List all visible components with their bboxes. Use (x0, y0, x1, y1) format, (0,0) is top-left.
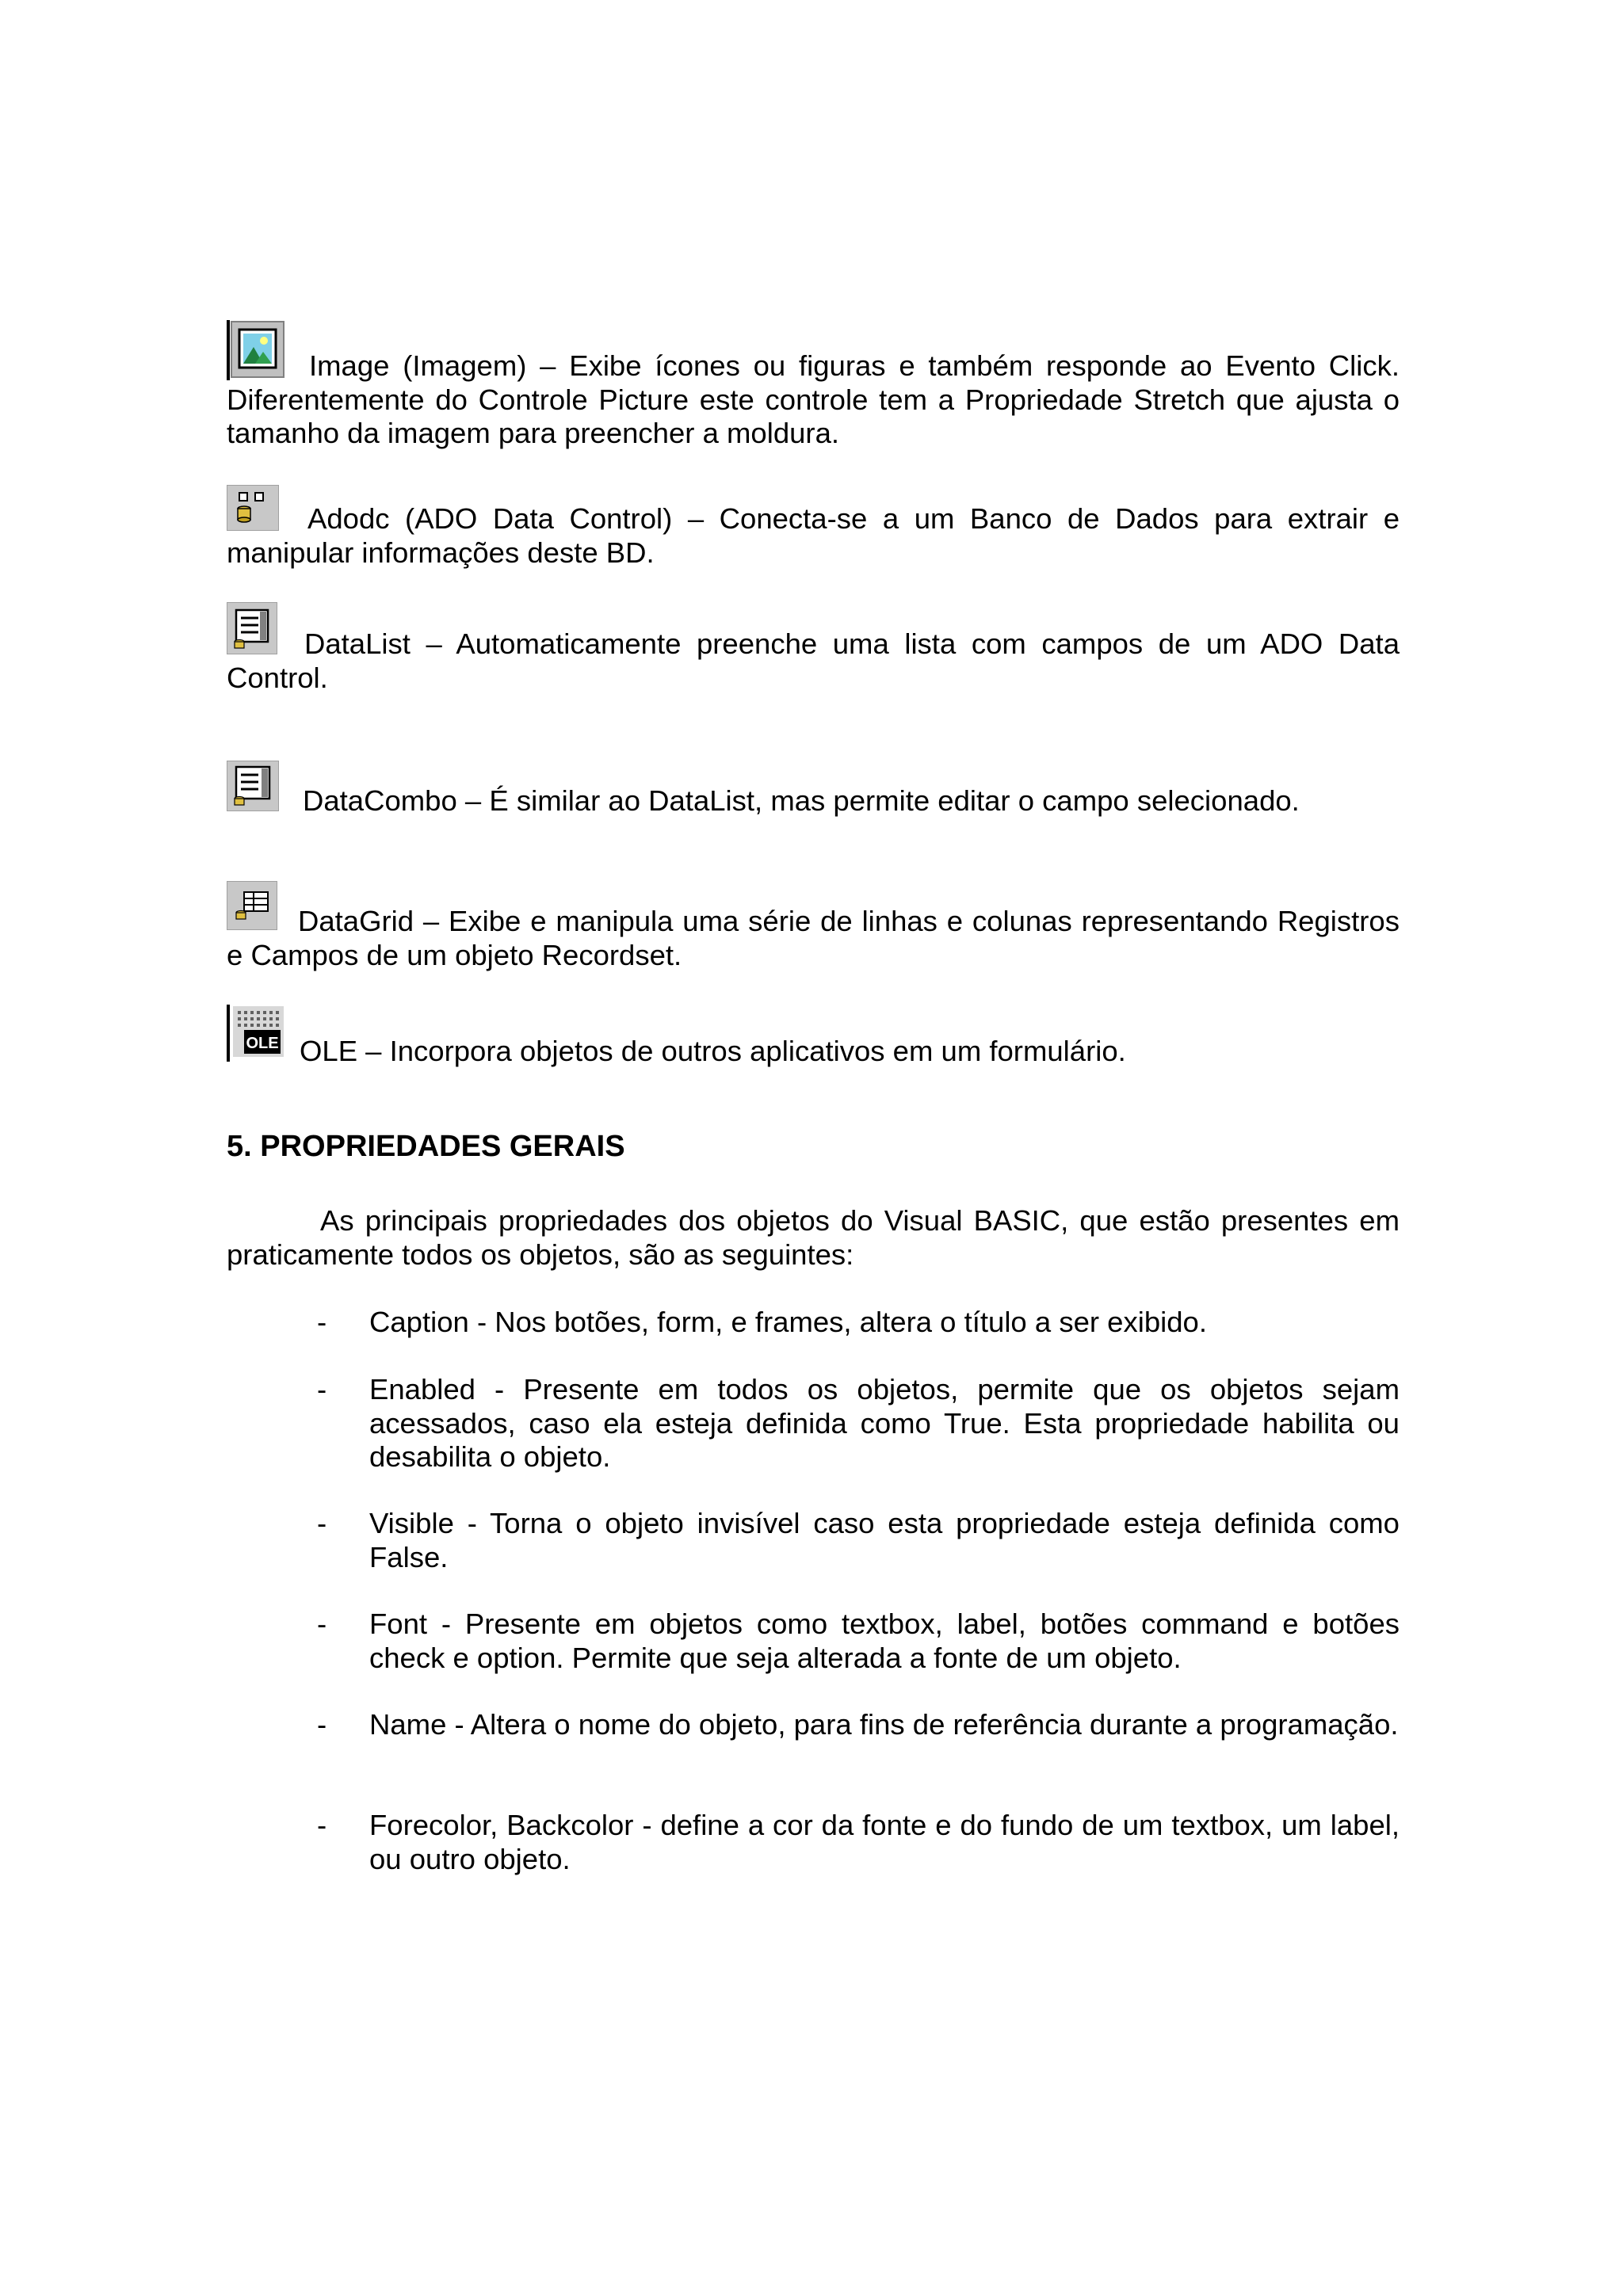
datacombo-control-description: DataCombo – É similar ao DataList, mas permite editar o campo selecionado. (303, 784, 1300, 817)
section-heading: 5. PROPRIEDADES GERAIS (227, 1130, 625, 1163)
list-bullet: - (317, 1373, 327, 1405)
list-bullet: - (317, 1507, 327, 1539)
ole-control-description: OLE – Incorpora objetos de outros aplicativos em um formulário. (300, 1035, 1126, 1067)
list-item (317, 1708, 1400, 1742)
list-bullet: - (317, 1708, 327, 1741)
section-intro: As principais propriedades dos objetos do Visual BASIC, que estão presentes em praticamente todos os objetos, são as seguintes: (227, 1204, 1400, 1271)
list-item-text: Name - Altera o nome do objeto, para fins de referência durante a programação. (369, 1708, 1399, 1741)
list-item (317, 1373, 1400, 1474)
list-item (317, 1507, 1400, 1574)
list-item-text: Caption - Nos botões, form, e frames, altera o título a ser exibido. (369, 1306, 1207, 1338)
datagrid-control-description: DataGrid – Exibe e manipula uma série de linhas e colunas representando Registros e Campos de um objeto Recordset. (227, 905, 1400, 971)
list-item-text: Visible - Torna o objeto invisível caso esta propriedade esteja definida como False. (369, 1507, 1400, 1573)
list-item (317, 1306, 1400, 1340)
list-item-text: Forecolor, Backcolor - define a cor da fonte e do fundo de um textbox, um label, ou outro objeto. (369, 1809, 1400, 1875)
svg-text:OLE: OLE (246, 1035, 279, 1052)
datalist-control-description: DataList – Automaticamente preenche uma lista com campos de um ADO Data Control. (227, 627, 1400, 694)
image-control-description: Image (Imagem) – Exibe ícones ou figuras e também responde ao Evento Click. Diferentemente do Controle Picture este controle tem a Propriedade Stretch que ajusta o tamanho da imagem para preencher a moldura. (227, 349, 1400, 449)
list-item-text: Enabled - Presente em todos os objetos, permite que os objetos sejam acessados, caso ela esteja definida como True. Esta propriedade habilita ou desabilita o objeto. (369, 1373, 1400, 1473)
list-bullet: - (317, 1608, 327, 1640)
adodc-control-description: Adodc (ADO Data Control) – Conecta-se a um Banco de Dados para extrair e manipular informações deste BD. (227, 502, 1400, 569)
list-item (317, 1809, 1400, 1876)
list-item (317, 1608, 1400, 1675)
list-bullet: - (317, 1306, 327, 1338)
list-item-text: Font - Presente em objetos como textbox, label, botões command e botões check e option. Permite que seja alterada a fonte de um objeto. (369, 1608, 1400, 1674)
list-bullet: - (317, 1809, 327, 1841)
